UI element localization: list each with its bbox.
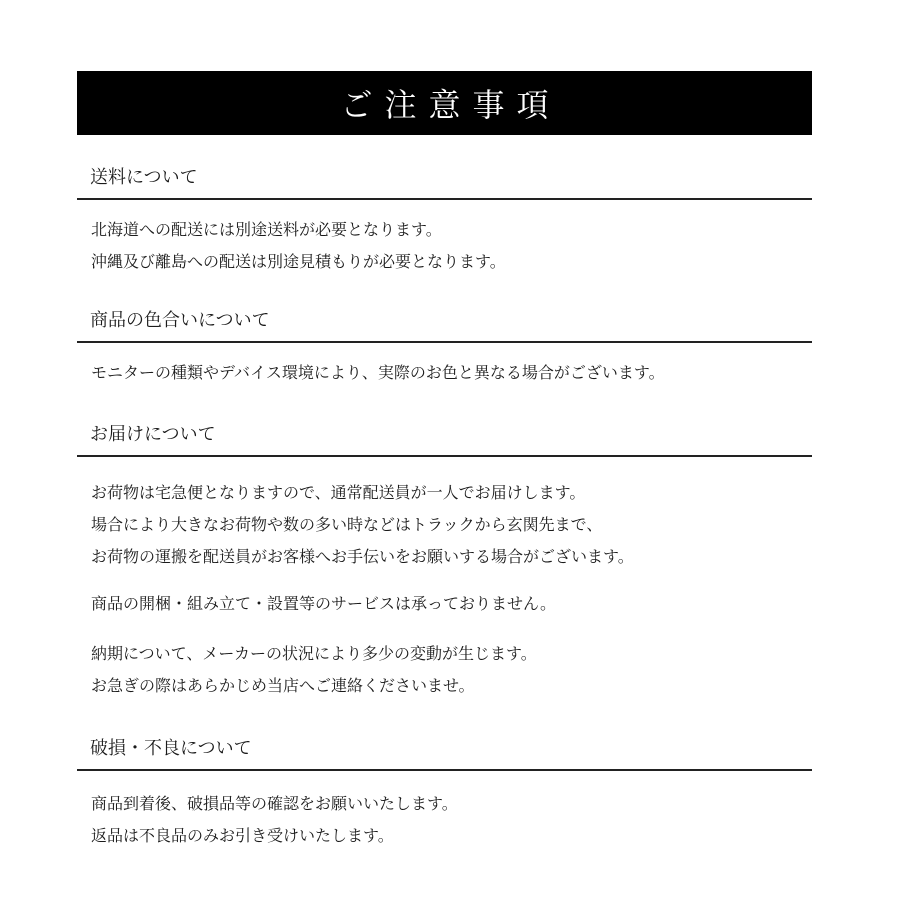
section-heading-shipping: 送料について: [77, 166, 812, 200]
text-line: 場合により大きなお荷物や数の多い時などはトラックから玄関先まで、: [91, 515, 603, 534]
text-line: 商品到着後、破損品等の確認をお願いいたします。: [91, 794, 458, 813]
text-line: 沖縄及び離島への配送は別途見積もりが必要となります。: [91, 252, 506, 271]
text-line: 商品の開梱・組み立て・設置等のサービスは承っておりません。: [91, 594, 556, 613]
text-line: お荷物の運搬を配送員がお客様へお手伝いをお願いする場合がございます。: [91, 547, 634, 566]
text-line: モニターの種類やデバイス環境により、実際のお色と異なる場合がございます。: [91, 363, 665, 382]
shipping-paragraph: [91, 214, 806, 278]
text-line: 北海道への配送には別途送料が必要となります。: [91, 220, 442, 239]
damage-paragraph: [91, 788, 806, 852]
section-heading-color: 商品の色合いについて: [77, 309, 812, 343]
title-banner: [77, 71, 812, 135]
text-line: お荷物は宅急便となりますので、通常配送員が一人でお届けします。: [91, 483, 586, 502]
text-line: お急ぎの際はあらかじめ当店へご連絡くださいませ。: [91, 676, 475, 695]
delivery-paragraph-3: [91, 638, 806, 702]
section-heading-delivery: お届けについて: [77, 423, 812, 457]
delivery-paragraph-1: [91, 477, 806, 573]
color-paragraph: [91, 357, 806, 389]
page-title: ご注意事項: [340, 86, 561, 124]
text-line: 返品は不良品のみお引き受けいたします。: [91, 826, 394, 845]
text-line: 納期について、メーカーの状況により多少の変動が生じます。: [91, 644, 537, 663]
section-heading-damage: 破損・不良について: [77, 737, 812, 771]
delivery-paragraph-2: [91, 588, 806, 620]
